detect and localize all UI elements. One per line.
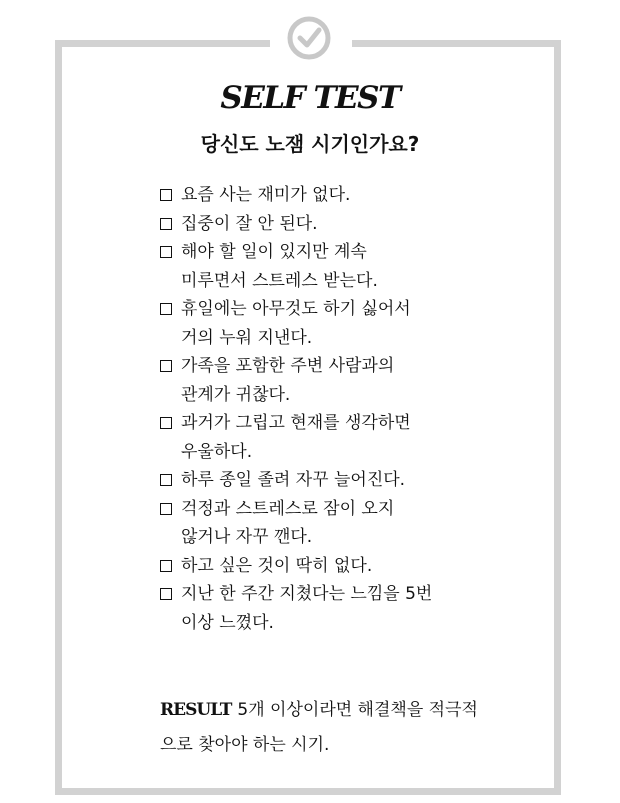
checklist-item[interactable]: [160, 238, 500, 295]
checkbox-icon[interactable]: [160, 474, 172, 486]
check-circle-icon: [286, 15, 332, 61]
checklist-item-label: 요즘 사는 재미가 없다.: [181, 185, 351, 205]
checklist-item-label: 해야 할 일이 있지만 계속 미루면서 스트레스 받는다.: [181, 242, 378, 291]
checklist-item[interactable]: [160, 352, 500, 409]
result-text: 5개 이상이라면 해결책을 적극적으로 찾아야 하는 시기.: [160, 700, 478, 755]
checklist-item[interactable]: [160, 466, 500, 495]
checklist: [160, 181, 500, 637]
checkbox-icon[interactable]: [160, 503, 172, 515]
checklist-item-label: 가족을 포함한 주변 사람과의 관계가 귀찮다.: [181, 356, 395, 405]
checkbox-icon[interactable]: [160, 560, 172, 572]
checklist-item[interactable]: [160, 552, 500, 581]
checkbox-icon[interactable]: [160, 417, 172, 429]
checklist-item[interactable]: [160, 580, 500, 637]
result-label: RESULT: [160, 700, 232, 720]
result-section: [160, 693, 490, 763]
checkbox-icon[interactable]: [160, 189, 172, 201]
checklist-item[interactable]: [160, 409, 500, 466]
checklist-item-label: 집중이 잘 안 된다.: [181, 213, 318, 234]
checkbox-icon[interactable]: [160, 588, 172, 600]
checklist-item-label: 하루 종일 졸려 자꾸 늘어진다.: [181, 470, 406, 490]
page-title: SELF TEST: [220, 80, 400, 116]
page-subtitle: 당신도 노잼 시기인가요?: [200, 132, 420, 156]
checklist-item[interactable]: [160, 495, 500, 552]
checklist-item-label: 휴일에는 아무것도 하기 싫어서 거의 누워 지낸다.: [181, 299, 411, 348]
checklist-item-label: 하고 싶은 것이 딱히 없다.: [181, 555, 373, 576]
checklist-item[interactable]: [160, 210, 500, 239]
checkbox-icon[interactable]: [160, 218, 172, 230]
checkbox-icon[interactable]: [160, 360, 172, 372]
checklist-item-label: 지난 한 주간 지쳤다는 느낌을 5번 이상 느꼈다.: [181, 584, 433, 633]
checklist-item[interactable]: [160, 181, 500, 210]
checklist-item[interactable]: [160, 295, 500, 352]
checkbox-icon[interactable]: [160, 246, 172, 258]
checklist-item-label: 과거가 그립고 현재를 생각하면 우울하다.: [181, 413, 411, 462]
checklist-item-label: 걱정과 스트레스로 잠이 오지 않거나 자꾸 깬다.: [181, 498, 395, 547]
checkbox-icon[interactable]: [160, 303, 172, 315]
